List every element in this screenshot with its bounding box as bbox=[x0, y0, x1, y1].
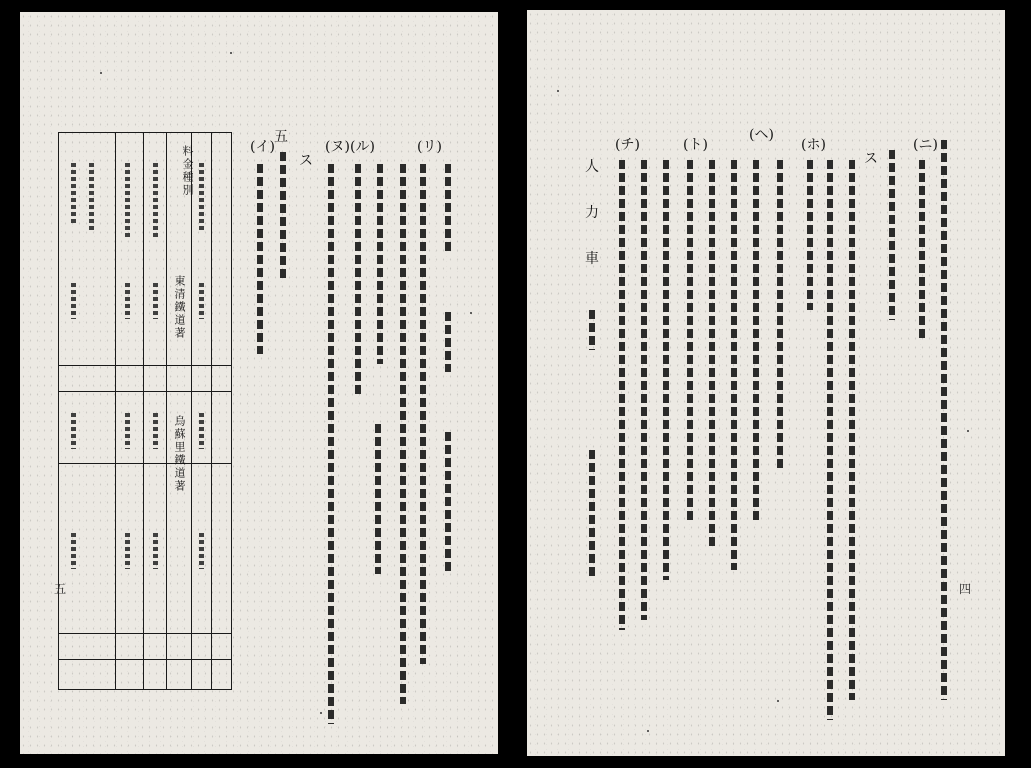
table-cell bbox=[125, 413, 130, 449]
fare-table bbox=[58, 132, 232, 690]
text-line bbox=[777, 160, 783, 470]
page-number: 五 bbox=[54, 582, 67, 596]
section-mark: ス bbox=[864, 151, 878, 167]
section-mark: 五 bbox=[274, 129, 288, 145]
text-line bbox=[400, 164, 406, 704]
text-line bbox=[941, 140, 947, 700]
section-mark: ス bbox=[299, 153, 313, 169]
table-cell bbox=[71, 533, 76, 569]
section-mark: (イ) bbox=[250, 139, 275, 155]
section-mark: (ト) bbox=[683, 137, 708, 153]
table-cell bbox=[71, 283, 76, 319]
text-line bbox=[589, 450, 595, 580]
text-line bbox=[445, 312, 451, 372]
right-page bbox=[527, 10, 1005, 756]
section-mark: (リ) bbox=[417, 139, 442, 155]
section-mark: (ル) bbox=[350, 139, 375, 155]
heading-mark: 力 bbox=[585, 205, 599, 221]
text-line bbox=[257, 164, 263, 354]
section-mark: (ヘ) bbox=[749, 127, 774, 143]
table-cell bbox=[199, 283, 204, 319]
page-number: 四 bbox=[959, 582, 972, 596]
table-cell bbox=[125, 283, 130, 319]
table-cell bbox=[125, 533, 130, 569]
text-line bbox=[445, 164, 451, 254]
text-line bbox=[827, 160, 833, 720]
table-header-east-railway: 東清鐵道著 bbox=[173, 275, 186, 340]
table-header-ussuri-railway: 烏蘇里鐵道著 bbox=[173, 415, 186, 493]
text-line bbox=[919, 160, 925, 340]
text-line bbox=[731, 160, 737, 570]
heading-mark: 車 bbox=[585, 251, 599, 267]
text-line bbox=[355, 164, 361, 394]
table-header-rate-type: 料金種別 bbox=[181, 145, 194, 197]
text-line bbox=[619, 160, 625, 630]
text-line bbox=[375, 424, 381, 574]
text-line bbox=[445, 432, 451, 572]
table-row-label bbox=[125, 163, 130, 238]
table-cell bbox=[199, 413, 204, 449]
table-cell bbox=[199, 533, 204, 569]
table-cell bbox=[153, 283, 158, 319]
text-line bbox=[709, 160, 715, 550]
left-page bbox=[20, 12, 498, 754]
section-mark: (ヌ) bbox=[325, 139, 350, 155]
table-row-label bbox=[153, 163, 158, 238]
text-line bbox=[328, 164, 334, 724]
table-row-label bbox=[71, 163, 76, 223]
table-row-label bbox=[199, 163, 204, 233]
text-line bbox=[753, 160, 759, 520]
text-line bbox=[589, 310, 595, 350]
text-line bbox=[377, 164, 383, 364]
section-mark: (チ) bbox=[615, 137, 640, 153]
table-cell bbox=[71, 413, 76, 449]
heading-mark: 人 bbox=[585, 159, 599, 175]
section-mark: (ホ) bbox=[801, 137, 826, 153]
text-line bbox=[849, 160, 855, 700]
text-line bbox=[663, 160, 669, 580]
section-mark: (ニ) bbox=[913, 137, 938, 153]
table-row-label bbox=[89, 163, 94, 233]
text-line bbox=[807, 160, 813, 310]
text-line bbox=[687, 160, 693, 520]
text-line bbox=[889, 150, 895, 320]
table-cell bbox=[153, 533, 158, 569]
table-cell bbox=[153, 413, 158, 449]
text-line bbox=[280, 152, 286, 282]
text-line bbox=[641, 160, 647, 620]
text-line bbox=[420, 164, 426, 664]
